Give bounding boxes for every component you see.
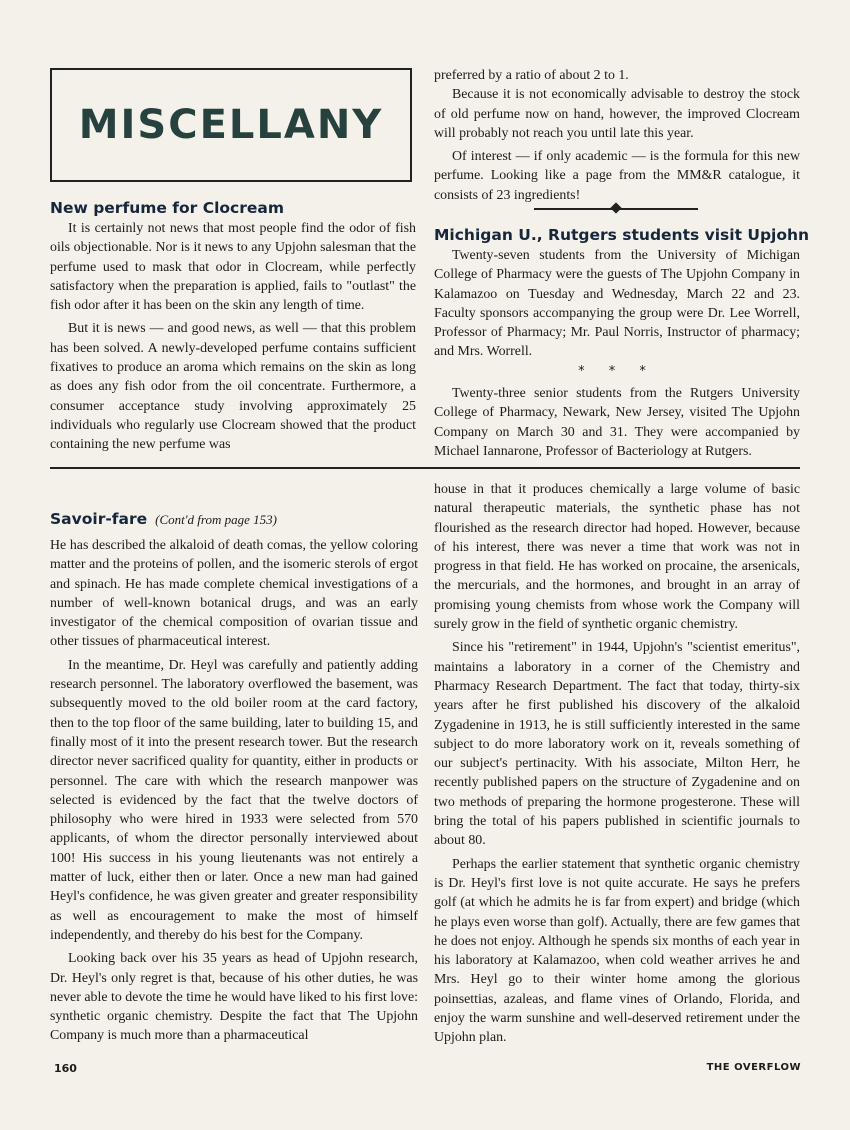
perfume-paragraph-2: But it is news — and good news, as well — that this problem has been solved. A newly-developed perfume contains sufficient fixatives to produce an aroma which remains on the skin as long as does any fish odor from the oil concentrate. Furthermore, a consumer acceptance study involving approximately 25 individuals who regularly use Clocream showed that the product containing the new perfume was [50,321,416,453]
asterism-separator: * * * [578,364,656,379]
savoir-column-left [50,536,418,1046]
perfume-paragraph-4: Because it is not economically advisable to destroy the stock of old perfume now on hand, however, the improved Clocream will probably not reach you until late this year. [434,87,800,141]
horizontal-rule [50,467,800,469]
savoir-paragraph-4: house in that it produces chemically a large volume of basic natural therapeutic materials, the synthetic phase has not flourished as the research director had hoped. However, because of his interest, there was never a time that work was not in progress in that field. He has worked on procaine, the arsenicals, the mercurials, and the hormones, and brought in an array of promising young chemists from whose work the Company will surely grow in the field of synthetic organic chemistry. [434,482,800,633]
page-number: 160 [54,1062,77,1075]
perfume-heading: New perfume for Clocream [50,199,285,217]
section-title: MISCELLANY [78,102,384,148]
savoir-paragraph-1: He has described the alkaloid of death comas, the yellow coloring matter and the proteins of pollen, and the isomeric sterols of ergot and spinach. He has made complete chemical investigations of a number of well-known botanical drugs, and was an early investigator of the chemical composition of ovarian tissue and other tissues of pharmaceutical interest. [50,538,418,650]
perfume-column-right [434,66,800,205]
michigan-column [434,246,800,362]
section-divider-ornament [534,202,698,214]
continued-note: (Cont'd from page 153) [155,512,277,527]
michigan-paragraph-2: Twenty-three senior students from the Rutgers University College of Pharmacy, Newark, New Jersey, visited The Upjohn Company on March 30 and 31. They were accompanied by Michael Iannarone, Professor of Bacteriology at Rutgers. [434,386,800,459]
savoir-paragraph-6: Perhaps the earlier statement that synthetic organic chemistry is Dr. Heyl's first love is not quite accurate. He says he prefers golf (at which he admits he is far from expert) and bridge (which he plays even worse than golf). Actually, there are few games that he does not enjoy. Although he spends six months of each year in his laboratory at Kalamazoo, when cold weather arrives he and Mrs. Heyl go to their winter home among the glorious poinsettias, azaleas, and flame vines of Orlando, Florida, and enjoy the warm sunshine and well-deserved retirement under the Upjohn plan. [434,856,800,1046]
perfume-paragraph-1: It is certainly not news that most people find the odor of fish oils objectionable. Nor is it news to any Upjohn salesman that the perfume used to mask that odor in Clocream, while perfectly satisfactory when the preparation is applied, fails to "outlast" the fish odor after it has been on the skin any length of time. [50,221,416,314]
michigan-paragraph-1: Twenty-seven students from the University of Michigan College of Pharmacy were the guests of The Upjohn Company in Kalamazoo on Tuesday and Wednesday, March 22 and 23. Faculty sponsors accompanying the group were Dr. Lee Worrell, Professor of Pharmacy; Mr. Paul Norris, Instructor of pharmacy; and Mrs. Worrell. [434,248,800,360]
savoir-paragraph-3: Looking back over his 35 years as head of Upjohn research, Dr. Heyl's only regret is that, because of his other duties, he was never able to devote the time he would have liked to his first love: synthetic organic chemistry. Despite the fact that The Upjohn Company is much more than a pharmaceutical [50,951,418,1044]
perfume-paragraph-5: Of interest — if only academic — is the formula for this new perfume. Looking like a page from the MM&R catalogue, it consists of 23 ingredients! [434,149,800,203]
savoir-paragraph-5: Since his "retirement" in 1944, Upjohn's "scientist emeritus", maintains a laboratory in a corner of the Chemistry and Pharmacy Research Department. The fact that today, thirty-six years after he first published his discovery of the alkaloid Zygadenine in 1913, he is still sufficiently interested in the same subject to do more laboratory work on it, reveals something of our subject's pertinacity. With his associate, Milton Herr, he recently published papers on the structure of Zygadenine and on two methods of preparing the hormone progesterone. These will bring the total of his papers published in scientific journals to about 80. [434,640,800,849]
section-title-box [50,68,412,182]
diamond-icon [610,202,621,213]
rutgers-column [434,384,800,461]
savoir-paragraph-2: In the meantime, Dr. Heyl was carefully and patiently adding research personnel. The laboratory overflowed the basement, was subsequently moved to the old boiler room at the card factory, then to the top floor of the same building, later to building 15, and finally most of it into the present research tower. But the research director never sacrificed quality for quantity, either in products or personnel. The care with which the research manpower was selected is evidenced by the fact that the twelve doctors of philosophy who were hired in 1933 were selected from 570 applicants, of whom the director personally interviewed about 100! His success in his young lieutenants was not entirely a matter of luck, either then or later. Once a new man had gained Heyl's confidence, he was given greater and greater responsibility as well as encouragement to make the most of himself independently, and thereby do his best for the Company. [50,657,418,943]
savoir-heading-text: Savoir-fare [50,510,148,528]
michigan-heading: Michigan U., Rutgers students visit Upjohn [434,226,810,244]
savoir-heading [50,509,277,530]
perfume-column-left [50,219,416,455]
publication-name: THE OVERFLOW [706,1062,801,1073]
perfume-paragraph-3: preferred by a ratio of about 2 to 1. [434,68,629,83]
savoir-column-right [434,480,800,1048]
